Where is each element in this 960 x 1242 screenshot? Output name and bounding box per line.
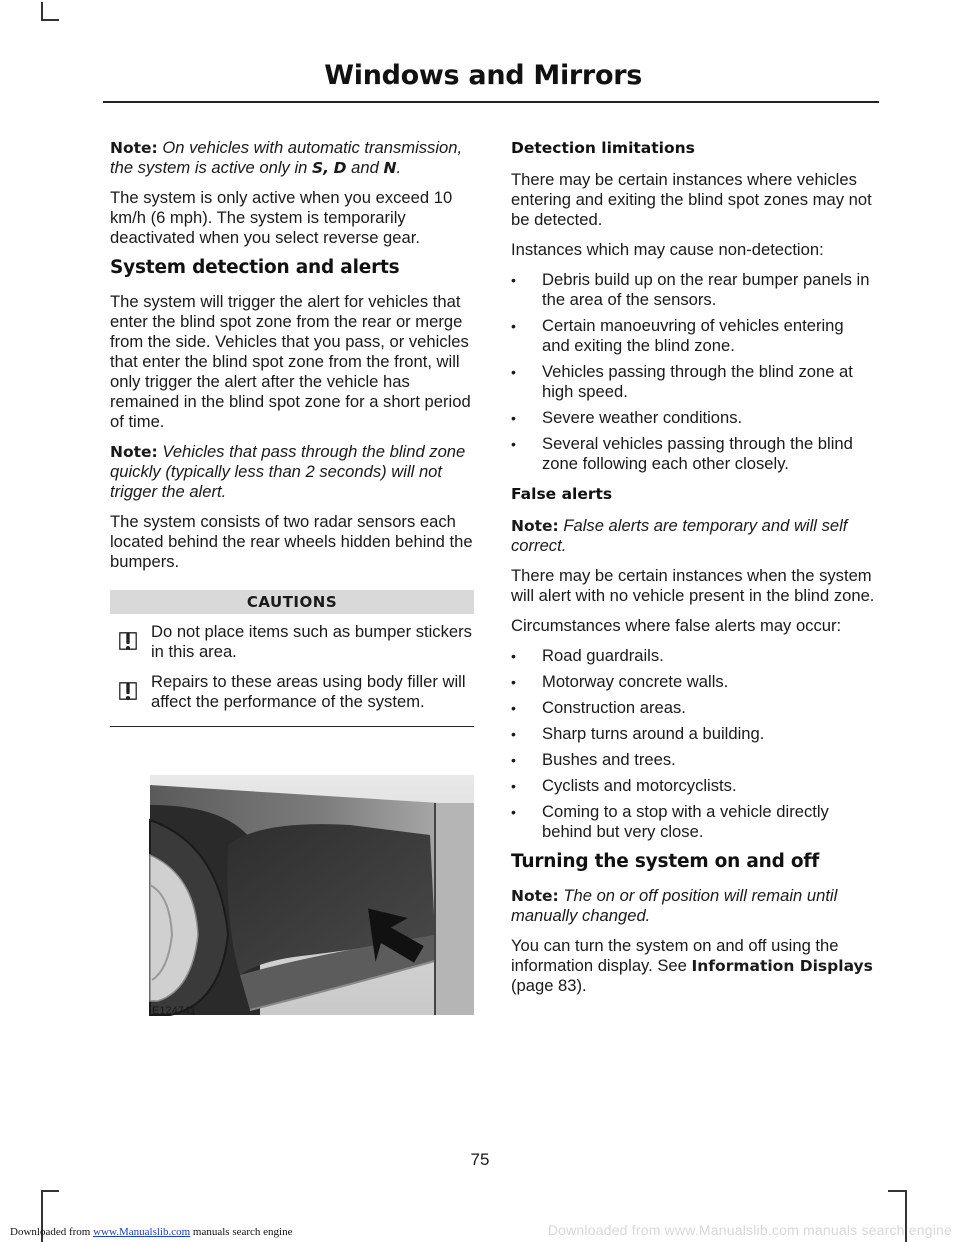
- crop-mark: [888, 1190, 906, 1192]
- paragraph-radar-sensors: The system consists of two radar sensors each located behind the rear wheels hidden behind the bumpers.: [110, 512, 473, 571]
- note-automatic-transmission: Note: On vehicles with automatic transmission, the system is active only in S, D and N.: [110, 138, 463, 177]
- non-detection-list: [511, 270, 875, 474]
- warning-icon: [112, 625, 144, 657]
- list-item: • Severe weather conditions.: [511, 408, 875, 428]
- heading-system-detection: System detection and alerts: [110, 257, 400, 278]
- list-item: • Debris build up on the rear bumper panels in the area of the sensors.: [511, 270, 875, 310]
- warning-icon: [112, 675, 144, 707]
- cautions-title: CAUTIONS: [110, 590, 474, 614]
- footer-watermark: Downloaded from www.Manualslib.com manuals search engine: [547, 1222, 952, 1238]
- page-header-title: Windows and Mirrors: [324, 60, 642, 91]
- list-item: • Motorway concrete walls.: [511, 672, 875, 692]
- list-item: • Bushes and trees.: [511, 750, 875, 770]
- bumper-sensor-illustration: [110, 775, 474, 1025]
- note-quick-pass: Note: Vehicles that pass through the blind zone quickly (typically less than 2 seconds) will not trigger the alert.: [110, 442, 466, 501]
- note-position-remains: Note: The on or off position will remain until manually changed.: [511, 886, 838, 925]
- crop-mark: [41, 19, 59, 21]
- information-displays-reference[interactable]: Information Displays: [691, 957, 873, 975]
- paragraph-active-speed: The system is only active when you exceed 10 km/h (6 mph). The system is temporarily deactivated when you select reverse gear.: [110, 188, 453, 247]
- rear-bumper-image: [110, 775, 474, 1025]
- list-item: • Certain manoeuvring of vehicles entering and exiting the blind zone.: [511, 316, 875, 356]
- paragraph-not-detected: There may be certain instances where vehicles entering and exiting the blind spot zones may not be detected.: [511, 170, 872, 229]
- footer-download-note: Downloaded from www.Manualslib.com manuals search engine: [10, 1226, 293, 1238]
- note-false-alerts: Note: False alerts are temporary and will self correct.: [511, 516, 848, 555]
- crop-mark: [41, 2, 43, 20]
- paragraph-non-detection-intro: Instances which may cause non-detection:: [511, 240, 824, 259]
- right-column: [511, 138, 875, 1006]
- list-item: • Sharp turns around a building.: [511, 724, 875, 744]
- false-alert-list: [511, 646, 875, 842]
- caution-item: Repairs to these areas using body filler will affect the performance of the system.: [110, 672, 474, 712]
- list-item: • Construction areas.: [511, 698, 875, 718]
- header-rule: [103, 101, 879, 103]
- heading-turning-on-off: Turning the system on and off: [511, 851, 820, 872]
- cautions-bottom-rule: [110, 726, 474, 727]
- list-item: • Vehicles passing through the blind zone at high speed.: [511, 362, 875, 402]
- manualslib-link[interactable]: www.Manualslib.com: [93, 1226, 191, 1238]
- heading-detection-limitations: Detection limitations: [511, 139, 695, 157]
- caution-item: Do not place items such as bumper stickers in this area.: [110, 622, 474, 662]
- list-item: • Coming to a stop with a vehicle directly behind but very close.: [511, 802, 875, 842]
- list-item: • Several vehicles passing through the blind zone following each other closely.: [511, 434, 875, 474]
- paragraph-false-alert-intro: Circumstances where false alerts may occur:: [511, 616, 842, 635]
- page-number: 75: [470, 1150, 490, 1169]
- paragraph-no-vehicle: There may be certain instances when the system will alert with no vehicle present in the blind zone.: [511, 566, 875, 605]
- list-item: • Cyclists and motorcyclists.: [511, 776, 875, 796]
- heading-false-alerts: False alerts: [511, 485, 613, 503]
- paragraph-alert-trigger: The system will trigger the alert for vehicles that enter the blind spot zone from the rear or merge from the side. Vehicles that you pass, or vehicles that enter the blind spot zone from the front, will only trigger the alert after the vehicle has remained in the blind spot zone for a short period of time.: [110, 292, 471, 431]
- paragraph-info-display: You can turn the system on and off using the information display. See Information Displays (page 83).: [511, 936, 873, 995]
- left-column: [110, 138, 474, 727]
- figure-code: E124741: [152, 1005, 197, 1017]
- crop-mark: [41, 1190, 59, 1192]
- list-item: • Road guardrails.: [511, 646, 875, 666]
